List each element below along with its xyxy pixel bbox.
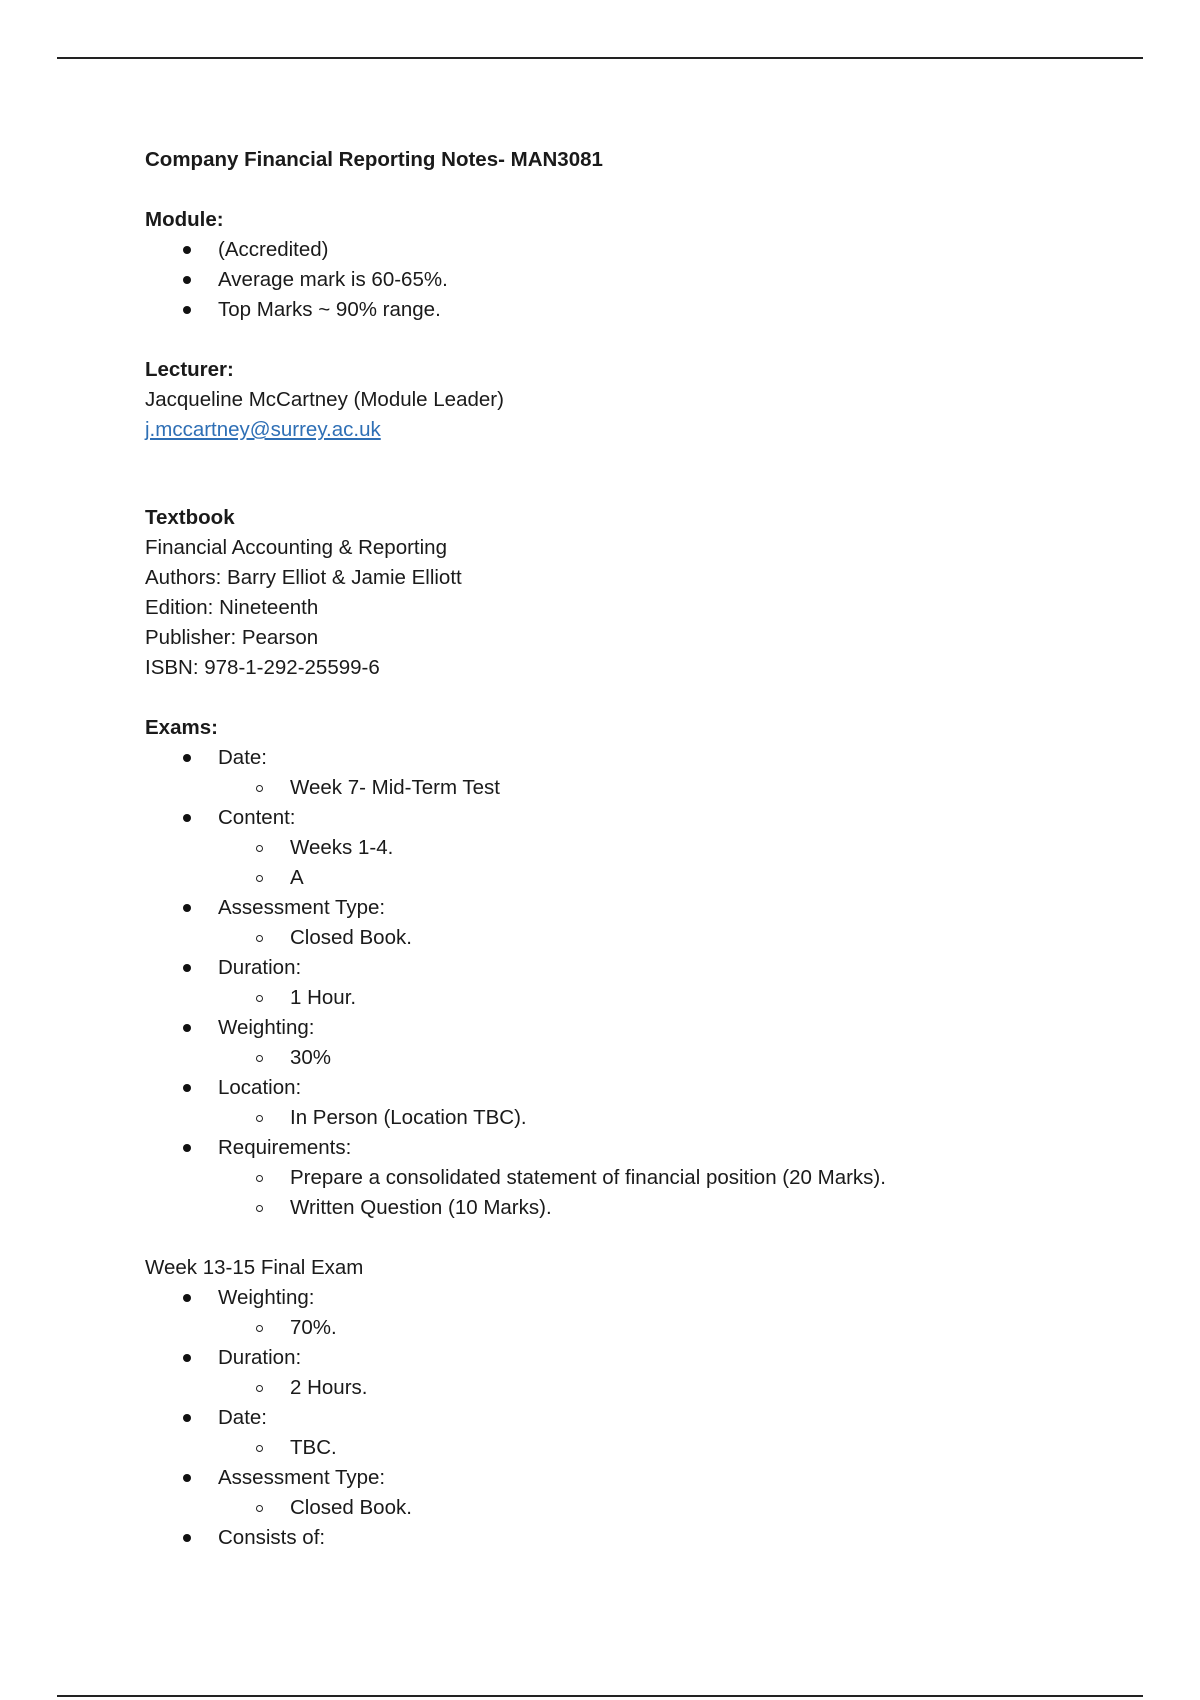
sub-list-item: 30% [145, 1043, 1065, 1073]
list-item: Duration: [145, 1343, 1065, 1373]
list-item: Duration: [145, 953, 1065, 983]
bullet-icon [183, 276, 191, 284]
footer-rule [57, 1695, 1143, 1697]
sub-bullet-icon [256, 875, 263, 882]
textbook-isbn: ISBN: 978-1-292-25599-6 [145, 656, 380, 679]
bullet-icon [183, 246, 191, 254]
sub-bullet-icon [256, 845, 263, 852]
list-item: Content: [145, 803, 1065, 833]
bullet-icon [183, 964, 191, 972]
sub-list-item: In Person (Location TBC). [145, 1103, 1065, 1133]
sub-bullet-icon [256, 1205, 263, 1212]
document-title: Company Financial Reporting Notes- MAN3081 [145, 148, 603, 171]
module-heading: Module: [145, 208, 224, 231]
sub-list-item: TBC. [145, 1433, 1065, 1463]
sub-bullet-icon [256, 1325, 263, 1332]
list-item: Requirements: [145, 1133, 1065, 1163]
lecturer-email-link[interactable]: j.mccartney@surrey.ac.uk [145, 418, 381, 441]
sub-list-item: 1 Hour. [145, 983, 1065, 1013]
sub-list-item: Weeks 1-4. [145, 833, 1065, 863]
bullet-icon [183, 1144, 191, 1152]
sub-list-item: Written Question (10 Marks). [145, 1193, 1065, 1223]
sub-bullet-icon [256, 1505, 263, 1512]
sub-list-item: A [145, 863, 1065, 893]
sub-bullet-icon [256, 1055, 263, 1062]
bullet-icon [183, 814, 191, 822]
list-item: Assessment Type: [145, 1463, 1065, 1493]
list-item: Date: [145, 1403, 1065, 1433]
sub-bullet-icon [256, 1445, 263, 1452]
bullet-icon [183, 1024, 191, 1032]
bullet-icon [183, 904, 191, 912]
sub-list-item: Week 7- Mid-Term Test [145, 773, 1065, 803]
sub-list-item: Closed Book. [145, 1493, 1065, 1523]
textbook-edition: Edition: Nineteenth [145, 596, 319, 619]
bullet-icon [183, 1474, 191, 1482]
list-item: Average mark is 60-65%. [145, 265, 1065, 295]
sub-bullet-icon [256, 1115, 263, 1122]
sub-list-item: Closed Book. [145, 923, 1065, 953]
bullet-icon [183, 1294, 191, 1302]
sub-bullet-icon [256, 935, 263, 942]
textbook-title: Financial Accounting & Reporting [145, 536, 447, 559]
sub-bullet-icon [256, 995, 263, 1002]
list-item: Weighting: [145, 1283, 1065, 1313]
list-item: Assessment Type: [145, 893, 1065, 923]
header-rule [57, 57, 1143, 59]
bullet-icon [183, 1534, 191, 1542]
lecturer-name: Jacqueline McCartney (Module Leader) [145, 388, 504, 411]
bullet-icon [183, 1354, 191, 1362]
list-item: Weighting: [145, 1013, 1065, 1043]
textbook-publisher: Publisher: Pearson [145, 626, 319, 649]
sub-bullet-icon [256, 785, 263, 792]
list-item: Top Marks ~ 90% range. [145, 295, 1065, 325]
list-item: Date: [145, 743, 1065, 773]
exams-heading: Exams: [145, 716, 218, 739]
bullet-icon [183, 306, 191, 314]
sub-list-item: 2 Hours. [145, 1373, 1065, 1403]
textbook-authors: Authors: Barry Elliot & Jamie Elliott [145, 566, 462, 589]
bullet-icon [183, 1084, 191, 1092]
bullet-icon [183, 1414, 191, 1422]
list-item: Location: [145, 1073, 1065, 1103]
sub-list-item: 70%. [145, 1313, 1065, 1343]
document-page [145, 145, 1065, 1553]
lecturer-heading: Lecturer: [145, 358, 234, 381]
list-item: Consists of: [145, 1523, 1065, 1553]
textbook-heading: Textbook [145, 506, 235, 529]
sub-bullet-icon [256, 1175, 263, 1182]
final-exam-heading: Week 13-15 Final Exam [145, 1256, 364, 1279]
list-item: (Accredited) [145, 235, 1065, 265]
bullet-icon [183, 754, 191, 762]
sub-bullet-icon [256, 1385, 263, 1392]
sub-list-item: Prepare a consolidated statement of financial position (20 Marks). [145, 1163, 1065, 1193]
